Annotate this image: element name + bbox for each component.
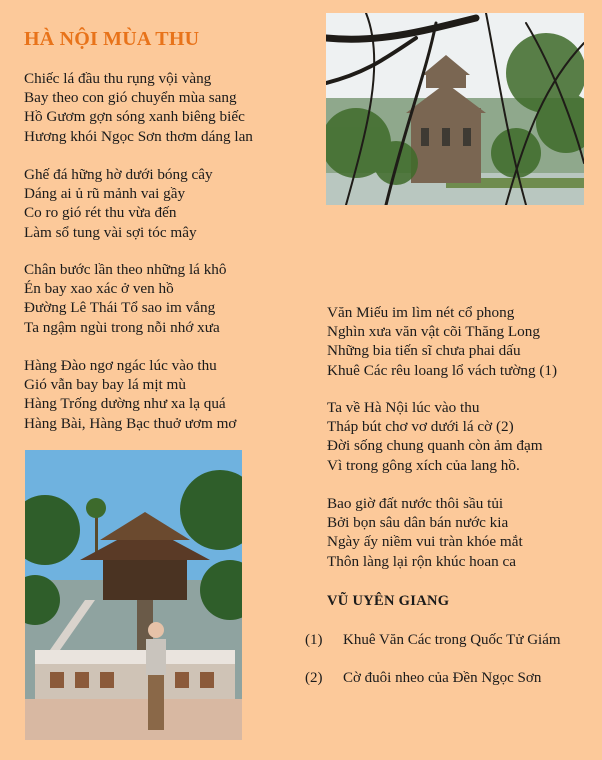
footnote-number: (2): [305, 670, 323, 686]
poem-line: Làm sổ tung vài sợi tóc mây: [24, 223, 197, 241]
poem-line: Nghìn xưa văn vật cõi Thăng Long: [327, 323, 540, 341]
poem-line: Đường Lê Thái Tổ sao im vắng: [24, 299, 216, 317]
poem-line: Hàng Trống dường như xa lạ quá: [24, 395, 226, 413]
poem-line: Chiếc lá đầu thu rụng vội vàng: [24, 70, 212, 87]
poem-line: Văn Miếu im lìm nét cổ phong: [327, 304, 515, 321]
poem-line: Thôn làng lại rộn khúc hoan ca: [327, 552, 516, 570]
poem-line: Những bia tiến sĩ chưa phai dấu: [327, 342, 521, 360]
footnote-text: Cờ đuôi nheo của Đền Ngọc Sơn: [343, 670, 542, 686]
left-stanza-1: [24, 69, 253, 146]
poem-line: Hàng Đào ngơ ngác lúc vào thu: [24, 357, 217, 374]
left-stanza-4: [24, 356, 236, 433]
author-name: VŨ UYÊN GIANG: [327, 593, 450, 609]
poem-title: HÀ NỘI MÙA THU: [24, 28, 200, 50]
right-stanza-2: [327, 398, 543, 475]
poem-line: Ngày ấy niềm vui tràn khóe mắt: [327, 533, 523, 551]
poem-line: Co ro gió rét thu vừa đến: [24, 204, 177, 222]
poem-line: Ta về Hà Nội lúc vào thu: [327, 399, 480, 416]
poem-line: Tháp bút chơ vơ dưới lá cờ (2): [327, 418, 514, 436]
footnote-1: [305, 631, 598, 650]
poem-line: Én bay xao xác ở ven hồ: [24, 280, 174, 298]
left-stanza-2: [24, 165, 213, 242]
poem-line: Hồ Gươm gợn sóng xanh biêng biếc: [24, 108, 245, 126]
poem-line: Dáng ai ủ rũ mảnh vai gầy: [24, 185, 186, 203]
poem-line: Đời sống chung quanh còn ảm đạm: [327, 437, 543, 455]
footnote-number: (1): [305, 632, 323, 648]
poem-line: Gió vẫn bay bay lá mịt mù: [24, 376, 186, 394]
poem-line: Chân bước lần theo những lá khô: [24, 261, 227, 278]
left-stanza-3: [24, 260, 227, 337]
poem-line: Bay theo con gió chuyển mùa sang: [24, 89, 237, 107]
right-stanza-3: [327, 494, 523, 571]
poem-line: Ghế đá hững hờ dưới bóng cây: [24, 166, 213, 183]
right-stanza-1: [327, 303, 557, 380]
poem-line: Hàng Bài, Hàng Bạc thuở ươm mơ: [24, 414, 237, 432]
footnote-2: [305, 669, 598, 688]
poem-line: Hương khói Ngọc Sơn thơm dáng lan: [24, 127, 253, 145]
poem-line: Khuê Các rêu loang lổ vách tường (1): [327, 361, 558, 379]
poem-line: Bao giờ đất nước thôi sầu tủi: [327, 495, 504, 512]
photo-top: [326, 13, 584, 205]
photo-bottom: [25, 450, 242, 740]
footnote-text: Khuê Văn Các trong Quốc Tử Giám: [343, 632, 561, 648]
poem-line: Bởi bọn sâu dân bán nước kia: [327, 514, 509, 532]
poem-line: Vì trong gông xích của lang hồ.: [327, 456, 520, 474]
poem-line: Ta ngậm ngùi trong nỗi nhớ xưa: [24, 318, 220, 336]
